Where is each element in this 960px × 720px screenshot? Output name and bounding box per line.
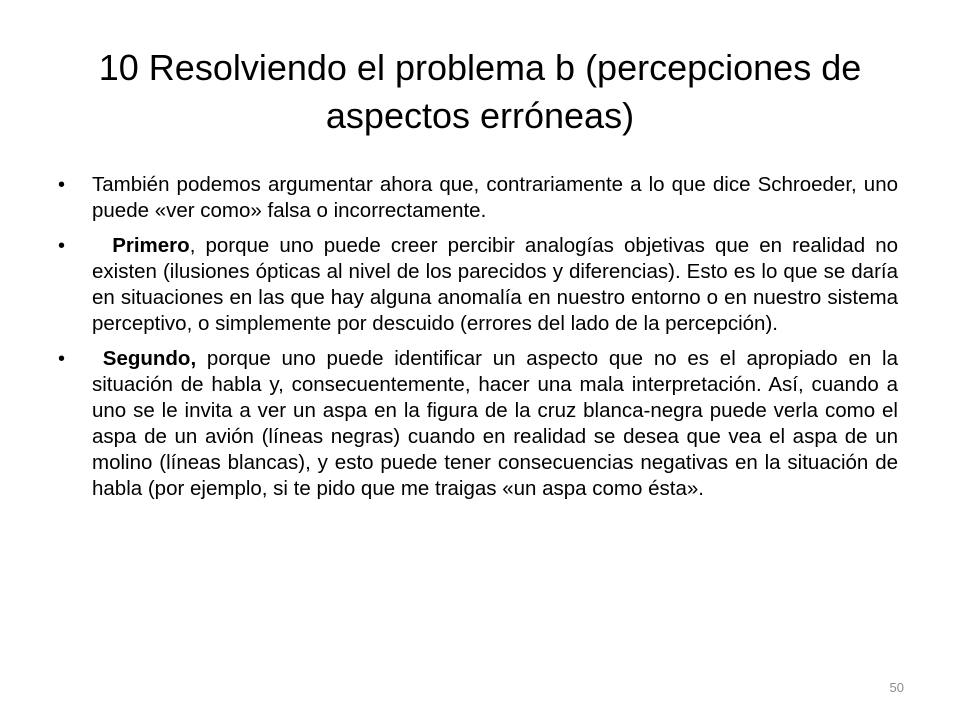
slide-title: 10 Resolviendo el problema b (percepciones de aspectos erróneas) xyxy=(98,47,862,136)
bullet-lead: Primero xyxy=(112,234,190,257)
bullet-dot-icon: • xyxy=(58,174,66,196)
bullet-text: porque uno puede identificar un aspecto que no es el apropiado en la situación de habla y, consecuentemente, hacer una mala interpretación. Así, cuando a uno se le invita a ver un aspa en la figura de la cruz blanca-negra puede verla como el aspa de un avión (líneas negras) cuando en realidad se desea que vea el aspa de un molino (líneas blancas), y esto puede tener consecuencias negativas en la situación de habla (por ejemplo, si te pido que me traigas «un aspa como ésta». xyxy=(92,347,898,500)
bullet-dot-icon: • xyxy=(58,348,66,370)
bullet-item xyxy=(58,346,898,502)
bullet-text: , porque uno puede creer percibir analogías objetivas que en realidad no existen (ilusiones ópticas al nivel de los parecidos y diferencias). Esto es lo que se daría en situaciones en las que hay alguna anomalía en nuestro entorno o en nuestro sistema perceptivo, o simplemente por descuido (errores del lado de la percepción). xyxy=(92,234,898,335)
bullet-list xyxy=(58,172,898,511)
bullet-dot-icon: • xyxy=(58,235,66,257)
bullet-text: También podemos argumentar ahora que, contrariamente a lo que dice Schroeder, uno puede «ver como» falsa o incorrectamente. xyxy=(92,173,898,222)
page-number: 50 xyxy=(889,680,904,695)
bullet-lead: Segundo, xyxy=(102,347,197,370)
bullet-item xyxy=(58,172,898,224)
bullet-item xyxy=(58,233,898,337)
